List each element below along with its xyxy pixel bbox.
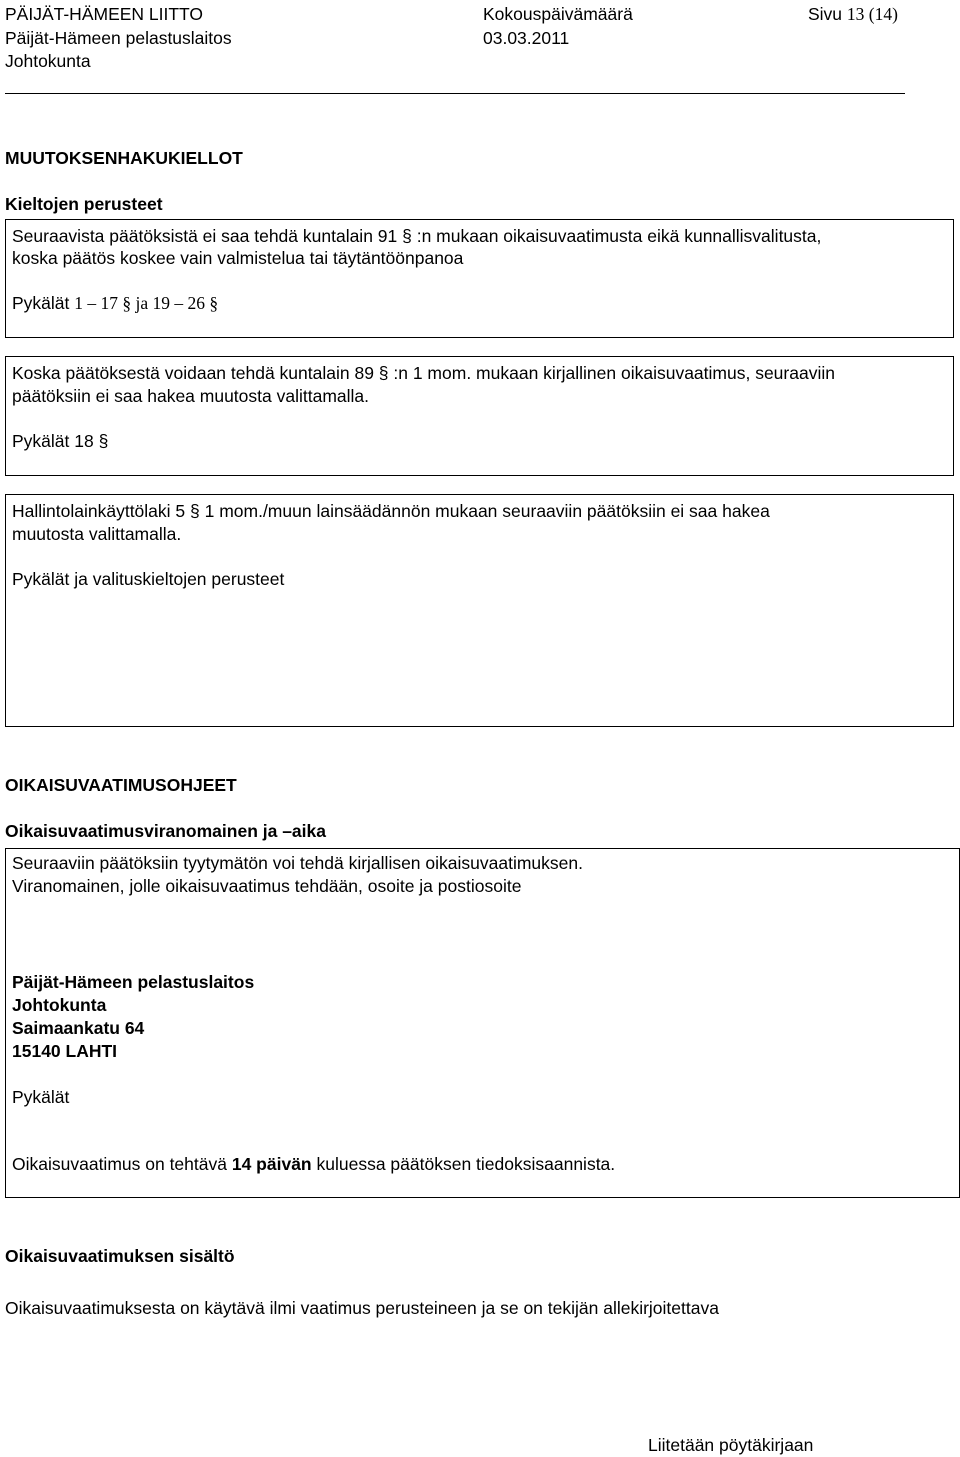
appeal-line1: Seuraaviin päätöksiin tyytymätön voi tehdä kirjallisen oikaisuvaatimuksen. [12,853,583,873]
subheading-viranomainen: Oikaisuvaatimusviranomainen ja –aika [5,821,326,841]
address-line-body: Johtokunta [12,995,107,1015]
footer-note: Liitetään pöytäkirjaan [648,1435,814,1455]
page-word: Sivu [808,4,843,24]
address-line-org: Päijät-Hämeen pelastuslaitos [12,972,255,992]
section-heading-muutoksenhaku: MUUTOKSENHAKUKIELLOT [5,148,243,168]
header-unit: Päijät-Hämeen pelastuslaitos [5,28,232,48]
header-date-value: 03.03.2011 [483,28,570,48]
header-body: Johtokunta [5,51,91,71]
header-date-label: Kokouspäivämäärä [483,4,633,24]
box3-line2: muutosta valittamalla. [12,524,182,544]
box3-line1: Hallintolainkäyttölaki 5 § 1 mom./muun lainsäädännön mukaan seuraaviin päätöksiin ei saa hakea [12,501,770,521]
box1-pykalat-label: Pykälät [12,293,70,313]
deadline-days: 14 päivän [231,1154,312,1174]
appeal-line2: Viranomainen, jolle oikaisuvaatimus tehdään, osoite ja postiosoite [12,876,522,896]
page-number: 13 (14) [846,4,898,24]
deadline-prefix: Oikaisuvaatimus on tehtävä [12,1154,232,1174]
address-line-postal: 15140 LAHTI [12,1041,118,1061]
subheading-kieltojen-perusteet: Kieltojen perusteet [5,194,163,214]
page-indicator [808,4,898,24]
box2-pykalat: Pykälät 18 § [12,431,109,451]
box1-pykalat-value: 1 – 17 § ja 19 – 26 § [74,293,219,313]
header-rule [5,93,905,94]
appeal-deadline [12,1154,615,1174]
prohibition-box-3 [5,494,954,727]
header-org: PÄIJÄT-HÄMEEN LIITTO [5,4,204,24]
appeal-pykalat: Pykälät [12,1087,70,1107]
prohibition-box-1 [5,219,954,338]
deadline-suffix: kuluessa päätöksen tiedoksisaannista. [311,1154,616,1174]
box1-pykalat [12,293,218,313]
box1-line1: Seuraavista päätöksistä ei saa tehdä kuntalain 91 § :n mukaan oikaisuvaatimusta eikä kunnallisvalitusta, [12,226,822,246]
section-heading-oikaisu: OIKAISUVAATIMUSOHJEET [5,775,237,795]
box3-pykalat: Pykälät ja valituskieltojen perusteet [12,569,285,589]
address-line-street: Saimaankatu 64 [12,1018,145,1038]
sisalto-text: Oikaisuvaatimuksesta on käytävä ilmi vaatimus perusteineen ja se on tekijän allekirjoitettava [5,1298,719,1318]
prohibition-box-2 [5,356,954,476]
box2-line1: Koska päätöksestä voidaan tehdä kuntalain 89 § :n 1 mom. mukaan kirjallinen oikaisuvaatimus, seuraaviin [12,363,835,383]
appeal-instructions-box [5,848,960,1198]
box1-line2: koska päätös koskee vain valmistelua tai täytäntöönpanoa [12,248,464,268]
subheading-sisalto: Oikaisuvaatimuksen sisältö [5,1246,235,1266]
box2-line2: päätöksiin ei saa hakea muutosta valittamalla. [12,386,370,406]
